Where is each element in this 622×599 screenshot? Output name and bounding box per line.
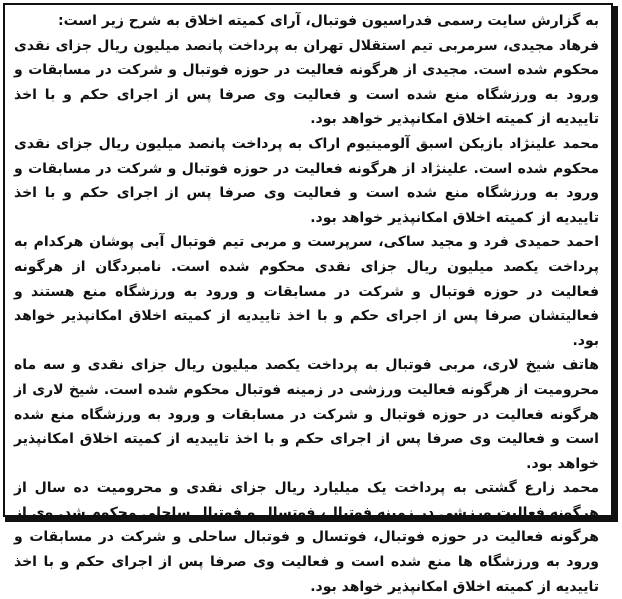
intro-paragraph: به گزارش سایت رسمی فدراسیون فوتبال، آرای کمیته اخلاق به شرح زیر است: bbox=[58, 13, 599, 29]
ruling-paragraph-hamidifard-saki: احمد حمیدی فرد و مجید ساکی، سرپرست و مربی تیم فوتبال آبی پوشان هرکدام به پرداخت یکصد میلیون ریال جزای نقدی محکوم شده است. نامبردگان از هرگونه فعالیت در حوزه فوتبال و شرکت در مسابقات و ورود به ورزشگاه منع هستند و فعالیتشان صرفا پس از اجرای حکم و با اخذ تاییدیه از کمیته اخلاق امکانپذیر خواهد بود. bbox=[14, 234, 599, 349]
ruling-paragraph-zare-gashti: محمد زارع گشتی به پرداخت یک میلیارد ریال جزای نقدی و محرومیت ده سال از هرگونه فعالیت ورزشی در زمینه فوتبال، فوتسال و فوتبال ساحلی محکوم شد. وی از هرگونه فعالیت در حوزه فوتبال، فوتسال و فوتبال ساحلی و شرکت در مسابقات و ورود به ورزشگاه ها منع شده است و فعالیت وی صرفا پس از اجرای حکم و با اخذ تاییدیه از کمیته اخلاق امکانپذیر خواهد بود. bbox=[14, 480, 599, 595]
ruling-paragraph-majidi: فرهاد مجیدی، سرمربی تیم استقلال تهران به پرداخت پانصد میلیون ریال جزای نقدی محکوم شده است. مجیدی از هرگونه فعالیت در حوزه فوتبال و شرکت در مسابقات و ورود به ورزشگاه منع شده است و فعالیت وی صرفا پس از اجرای حکم و با اخذ تاییدیه از کمیته اخلاق امکانپذیر خواهد بود. bbox=[14, 37, 599, 128]
ruling-paragraph-sheikh-lari: هاتف شیخ لاری، مربی فوتبال به پرداخت یکصد میلیون ریال جزای نقدی و سه ماه محرومیت از هرگونه فعالیت ورزشی در زمینه فوتبال محکوم شده است. شیخ لاری از هرگونه فعالیت در حوزه فوتبال و شرکت در مسابقات و ورود به ورزشگاه منع شده است و فعالیت وی صرفا پس از اجرای حکم و با اخذ تاییدیه از کمیته اخلاق امکانپذیر خواهد بود. bbox=[14, 357, 599, 472]
document-body bbox=[14, 9, 599, 599]
ruling-paragraph-alinejad: محمد علینژاد بازیکن اسبق آلومینیوم اراک به پرداخت پانصد میلیون ریال جزای نقدی محکوم شده است. علینژاد از هرگونه فعالیت در حوزه فوتبال و شرکت در مسابقات و ورود به ورزشگاه منع شده است و فعالیت وی صرفا پس از اجرای حکم و با اخذ تاییدیه از کمیته اخلاق امکانپذیر خواهد بود. bbox=[14, 135, 599, 226]
frame-shadow-right bbox=[613, 6, 618, 522]
